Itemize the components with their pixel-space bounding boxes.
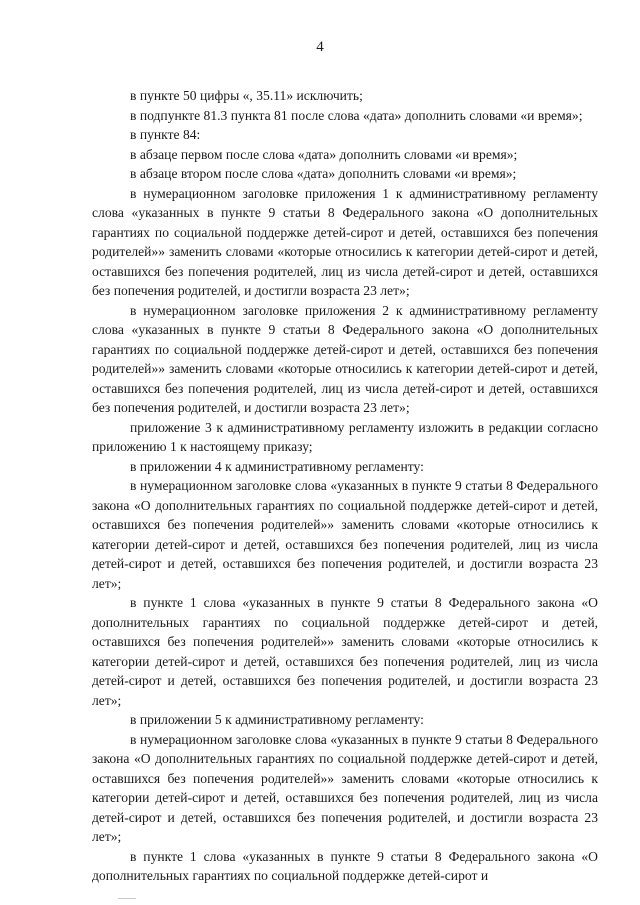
paragraph: в пункте 1 слова «указанных в пункте 9 статьи 8 Федерального закона «О дополнительных гарантиях по социальной поддержке детей-сирот и детей, оставшихся без попечения родителей»» заменить словами «которые относились к категории детей-сирот и детей, оставшихся без попечения родителей, лиц из числа детей-сирот и детей, оставшихся без попечения родителей, и достигли возраста 23 лет»;	[92, 595, 598, 708]
paragraph: в абзаце первом после слова «дата» дополнить словами «и время»;	[130, 146, 518, 162]
paragraph: в абзаце втором после слова «дата» дополнить словами «и время»;	[130, 166, 517, 181]
paragraph: в приложении 4 к административному регламенту:	[130, 458, 424, 474]
paragraph: в пункте 1 слова «указанных в пункте 9 статьи 8 Федерального закона «О дополнительных гарантиях по социальной поддержке детей-сирот и	[92, 848, 598, 883]
paragraph: в пункте 84:	[130, 127, 201, 142]
paragraph: в нумерационном заголовке слова «указанных в пункте 9 статьи 8 Федерального закона «О дополнительных гарантиях по социальной поддержке детей-сирот и детей, оставшихся без попечения родителей»» заменить словами «которые относились к категории детей-сирот и детей, оставшихся без попечения родителей, лиц из числа детей-сирот и детей, оставшихся без попечения родителей, и достигли возраста 23 лет»;	[92, 478, 598, 591]
paragraph: приложение 3 к административному регламенту изложить в редакции согласно приложению 1 к настоящему приказу;	[92, 419, 598, 454]
paragraph: в пункте 50 цифры «, 35.11» исключить;	[130, 88, 363, 103]
footer-mark	[118, 898, 136, 899]
paragraph: в приложении 5 к административному регламенту:	[130, 712, 424, 727]
paragraph: в подпункте 81.3 пункта 81 после слова «дата» дополнить словами «и время»;	[130, 107, 583, 123]
paragraph: в нумерационном заголовке приложения 2 к административному регламенту слова «указанных в пункте 9 статьи 8 Федерального закона «О дополнительных гарантиях по социальной поддержке детей-сирот и детей, оставшихся без попечения родителей»» заменить словами «которые относились к категории детей-сирот и детей, оставшихся без попечения родителей, лиц из числа детей-сирот и детей, оставшихся без попечения родителей, и достигли возраста 23 лет»;	[92, 302, 598, 415]
document-body	[92, 86, 598, 886]
paragraph: в нумерационном заголовке слова «указанных в пункте 9 статьи 8 Федерального закона «О дополнительных гарантиях по социальной поддержке детей-сирот и детей, оставшихся без попечения родителей»» заменить словами «которые относились к категории детей-сирот и детей, оставшихся без попечения родителей, лиц из числа детей-сирот и детей, оставшихся без попечения родителей, и достигли возраста 23 лет»;	[92, 731, 598, 844]
paragraph: в нумерационном заголовке приложения 1 к административному регламенту слова «указанных в пункте 9 статьи 8 Федерального закона «О дополнительных гарантиях по социальной поддержке детей-сирот и детей, оставшихся без попечения родителей»» заменить словами «которые относились к категории детей-сирот и детей, оставшихся без попечения родителей, лиц из числа детей-сирот и детей, оставшихся без попечения родителей, и достигли возраста 23 лет»;	[92, 185, 598, 298]
page-number: 4	[316, 39, 324, 55]
